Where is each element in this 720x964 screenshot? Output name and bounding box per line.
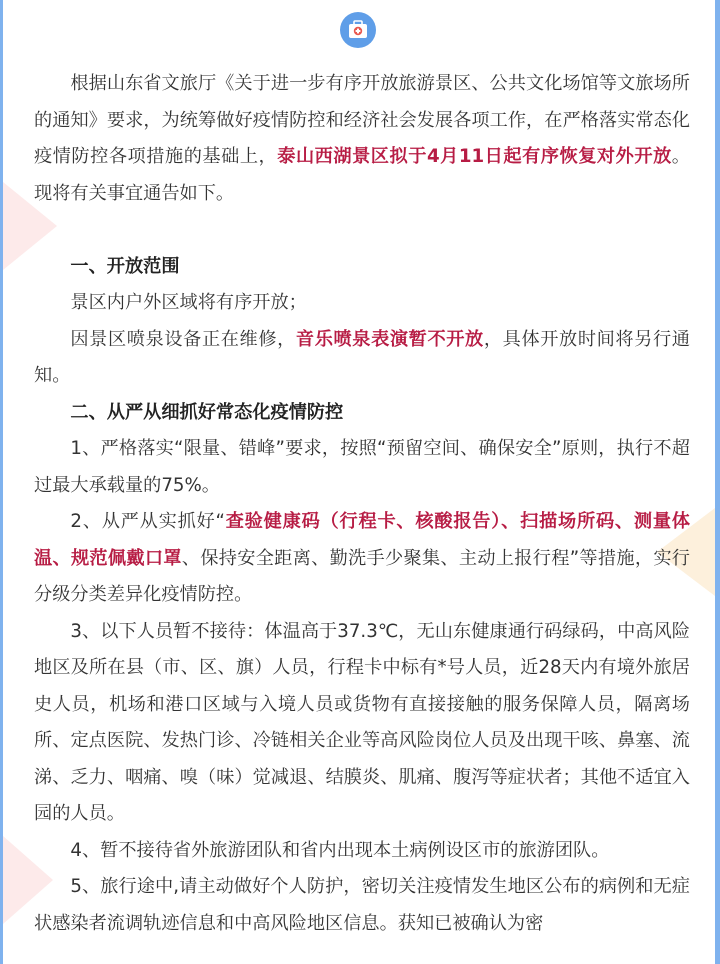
first-aid-kit-icon xyxy=(346,18,370,42)
section-2-item-2: 2、从严从实抓好“查验健康码（行程卡、核酸报告）、扫描场所码、测量体温、规范佩戴口罩、保持安全距离、勤洗手少聚集、主动上报行程”等措施，实行分级分类差异化疫情防控。 xyxy=(34,511,690,605)
section-2-heading: 二、从严从细抓好常态化疫情防控 xyxy=(70,401,344,423)
section-2-item-4: 4、暂不接待省外旅游团队和省内出现本土病例设区市的旅游团队。 xyxy=(70,839,610,861)
health-measures-highlight: 查验健康码（行程卡、核酸报告）、扫描场所码、测量体温、规范佩戴口罩 xyxy=(34,511,690,569)
section-1-para-1: 景区内户外区域将有序开放； xyxy=(70,292,307,313)
paragraph-gap xyxy=(34,212,690,249)
intro-paragraph: 根据山东省文旅厅《关于进一步有序开放旅游景区、公共文化场馆等文旅场所的通知》要求，为统筹做好疫情防控和经济社会发展各项工作，在严格落实常态化疫情防控各项措施的基础上，泰山西湖景区拟于4月11日起有序恢复对外开放。现将有关事宜通告如下。 xyxy=(34,73,690,204)
right-frame-border xyxy=(715,0,720,964)
section-1-heading: 一、开放范围 xyxy=(70,255,180,277)
section-2-item-3: 3、以下人员暂不接待：体温高于37.3℃，无山东健康通行码绿码，中高风险地区及所在县（市、区、旗）人员，行程卡中标有*号人员，近28天内有境外旅居史人员，机场和港口区域与入境人员或货物有直接接触的服务保障人员，隔离场所、定点医院、发热门诊、冷链相关企业等高风险岗位人员及出现干咳、鼻塞、流涕、乏力、咽痛、嗅（味）觉减退、结膜炎、肌痛、腹泻等症状者；其他不适宜入园的人员。 xyxy=(34,620,690,824)
section-2-item-5: 5、旅行途中,请主动做好个人防护，密切关注疫情发生地区公布的病例和无症状感染者流调轨迹信息和中高风险地区信息。获知已被确认为密 xyxy=(34,876,690,934)
opening-date-highlight: 泰山西湖景区拟于4月11日起有序恢复对外开放 xyxy=(277,146,672,167)
left-frame-border xyxy=(0,0,3,964)
section-1-para-2: 因景区喷泉设备正在维修，音乐喷泉表演暂不开放，具体开放时间将另行通知。 xyxy=(34,328,690,386)
header-badge xyxy=(340,12,376,48)
fountain-closed-highlight: 音乐喷泉表演暂不开放 xyxy=(295,328,484,350)
notice-body xyxy=(34,66,690,942)
section-2-item-1: 1、严格落实“限量、错峰”要求，按照“预留空间、确保安全”原则，执行不超过最大承载量的75%。 xyxy=(34,438,690,496)
